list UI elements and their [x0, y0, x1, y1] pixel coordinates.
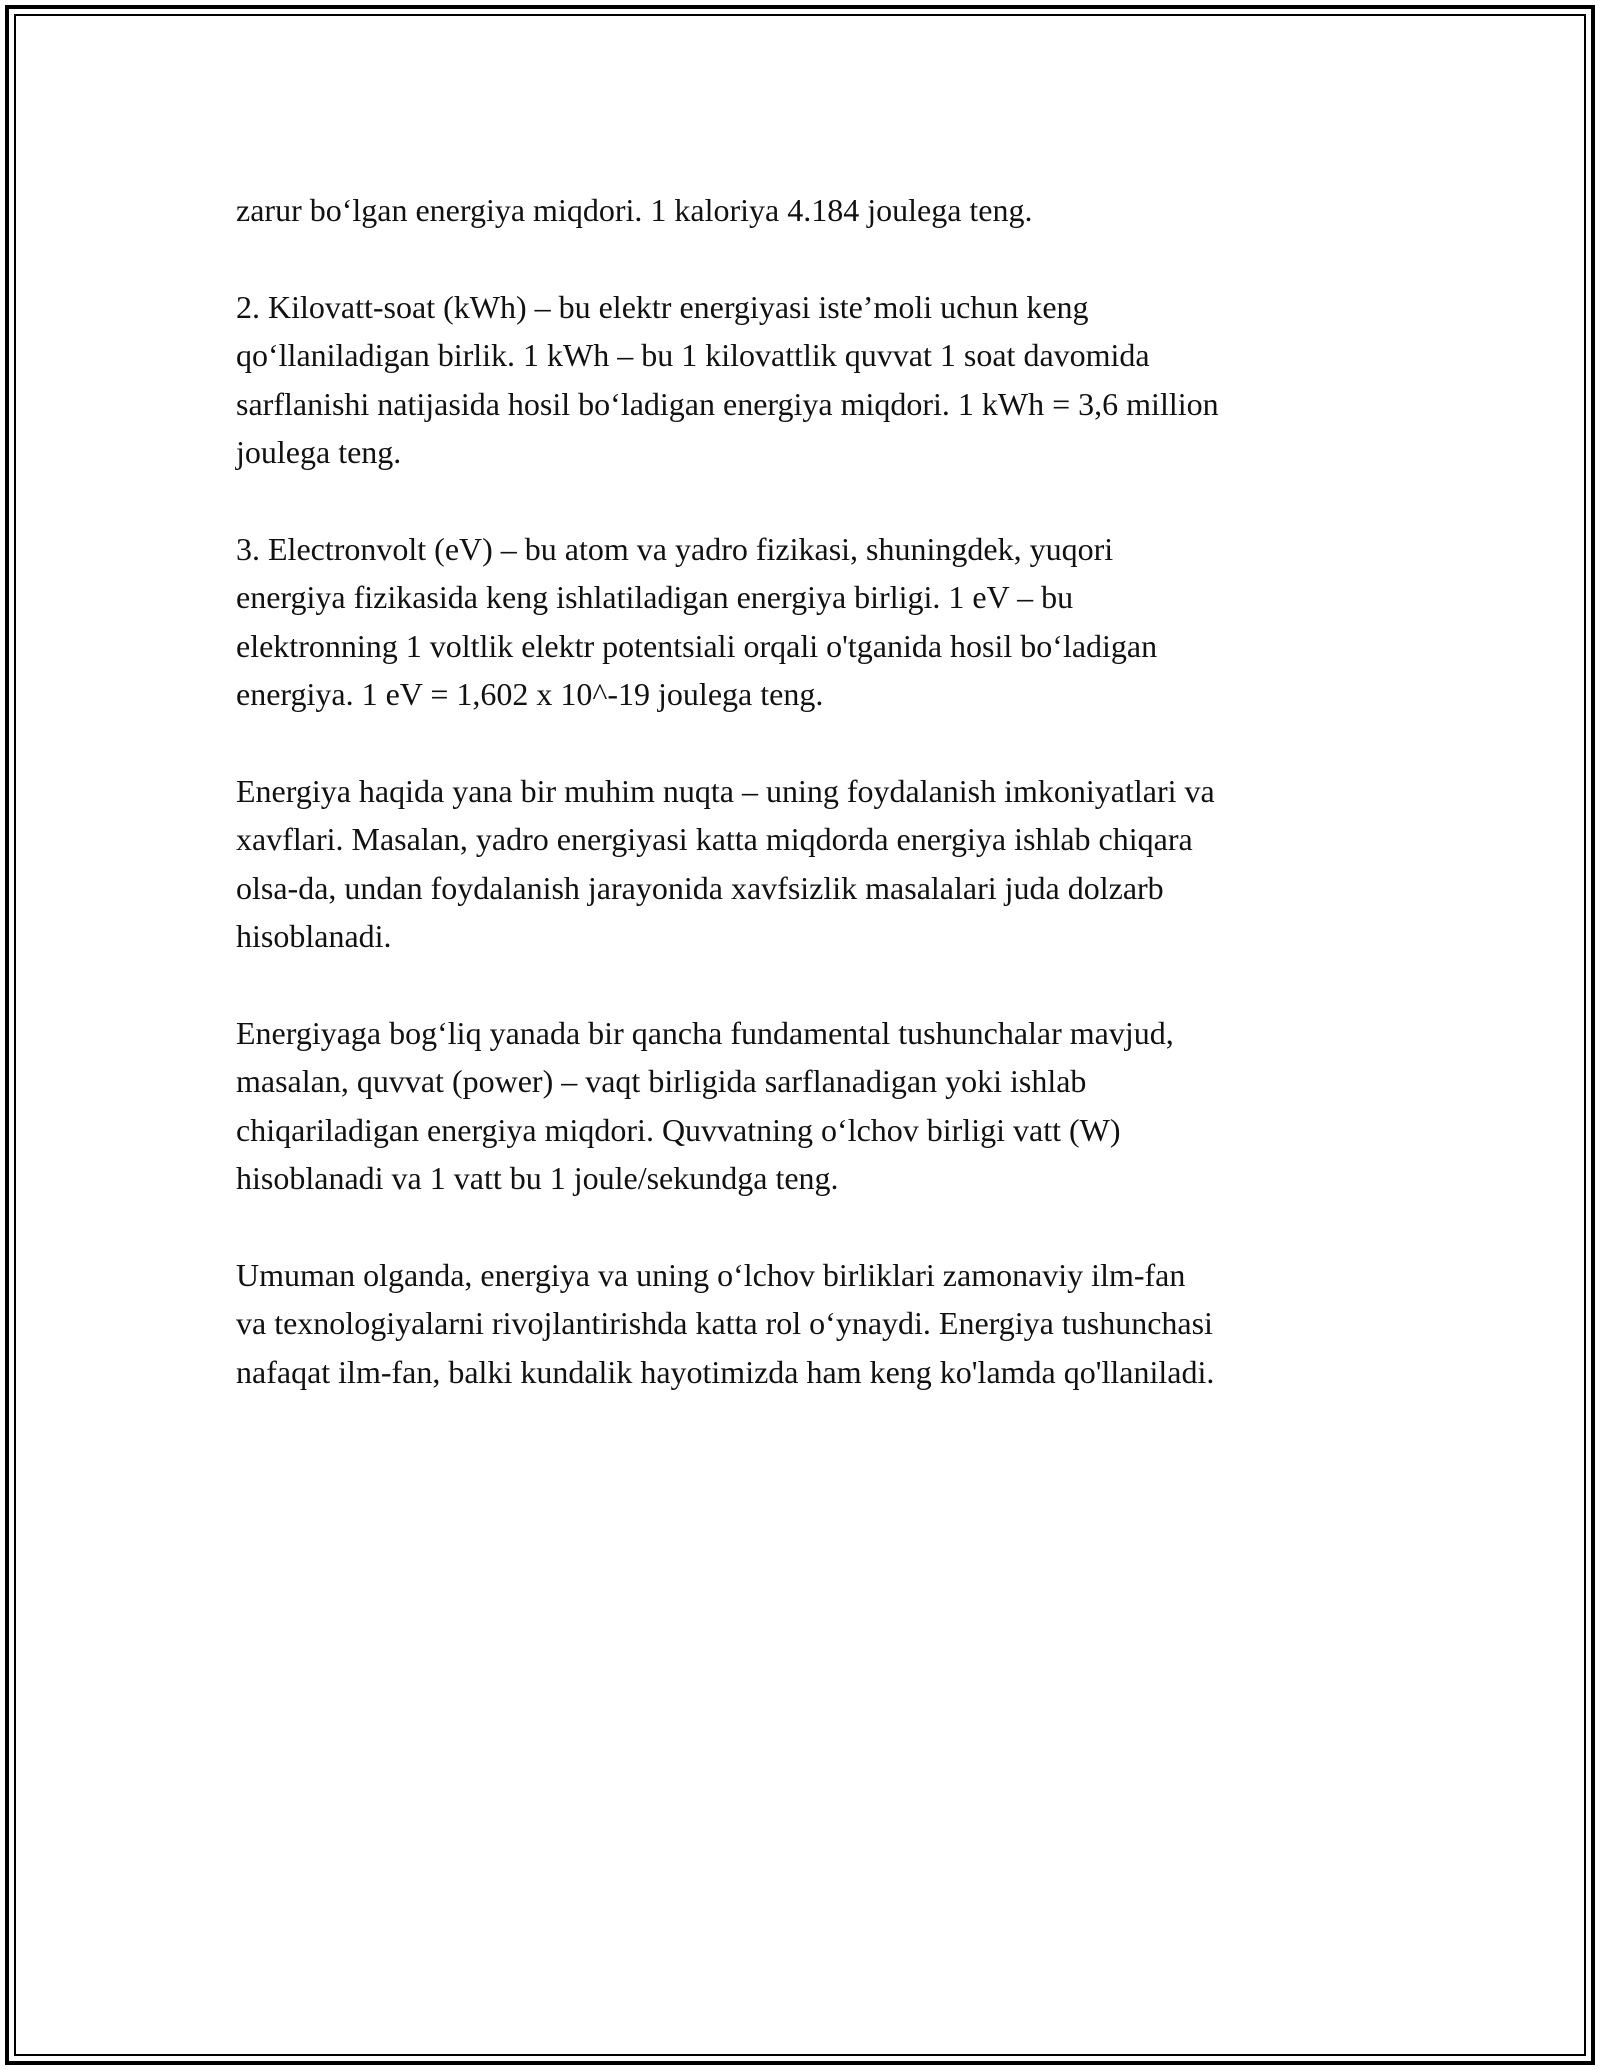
- text-line: nafaqat ilm-fan, balki kundalik hayotimizda ham keng ko'lamda qo'llaniladi.: [236, 1353, 1215, 1390]
- text-line: elektronning 1 voltlik elektr potentsiali orqali o'tganida hosil bo‘ladigan: [236, 627, 1158, 664]
- text-line: joulega teng.: [236, 434, 402, 471]
- text-line: qo‘llaniladigan birlik. 1 kWh – bu 1 kilovattlik quvvat 1 soat davomida: [236, 337, 1150, 374]
- paragraph-energy-risks: [236, 767, 1386, 961]
- text-line: hisoblanadi.: [236, 918, 392, 955]
- text-line: chiqariladigan energiya miqdori. Quvvatning o‘lchov birligi vatt (W): [236, 1111, 1121, 1148]
- text-line: hisoblanadi va 1 vatt bu 1 joule/sekundga teng.: [236, 1160, 839, 1197]
- text-line: sarflanishi natijasida hosil bo‘ladigan energiya miqdori. 1 kWh = 3,6 million: [236, 385, 1219, 422]
- text-line: energiya fizikasida keng ishlatiladigan energiya birligi. 1 eV – bu: [236, 579, 1074, 616]
- paragraph-calorie-continuation: [236, 186, 1386, 234]
- paragraph-electronvolt: [236, 525, 1386, 719]
- paragraph-conclusion: [236, 1251, 1386, 1396]
- paragraph-kilowatt-hour: [236, 283, 1386, 477]
- document-body: [236, 186, 1386, 1396]
- text-line: xavflari. Masalan, yadro energiyasi katta miqdorda energiya ishlab chiqara: [236, 821, 1193, 858]
- text-line: masalan, quvvat (power) – vaqt birligida sarflanadigan yoki ishlab: [236, 1063, 1087, 1100]
- text-line: 3. Electronvolt (eV) – bu atom va yadro fizikasi, shuningdek, yuqori: [236, 530, 1114, 567]
- text-line: Energiya haqida yana bir muhim nuqta – uning foydalanish imkoniyatlari va: [236, 772, 1215, 809]
- paragraph-power: [236, 1009, 1386, 1203]
- text-line: Umuman olganda, energiya va uning o‘lchov birliklari zamonaviy ilm-fan: [236, 1256, 1186, 1293]
- text-line: zarur bo‘lgan energiya miqdori. 1 kaloriya 4.184 joulega teng.: [236, 192, 1033, 228]
- text-line: olsa-da, undan foydalanish jarayonida xavfsizlik masalalari juda dolzarb: [236, 869, 1164, 906]
- text-line: 2. Kilovatt-soat (kWh) – bu elektr energiyasi iste’moli uchun keng: [236, 288, 1089, 325]
- text-line: Energiyaga bog‘liq yanada bir qancha fundamental tushunchalar mavjud,: [236, 1014, 1174, 1051]
- text-line: va texnologiyalarni rivojlantirishda katta rol o‘ynaydi. Energiya tushunchasi: [236, 1305, 1213, 1342]
- text-line: energiya. 1 eV = 1,602 x 10^-19 joulega teng.: [236, 676, 824, 713]
